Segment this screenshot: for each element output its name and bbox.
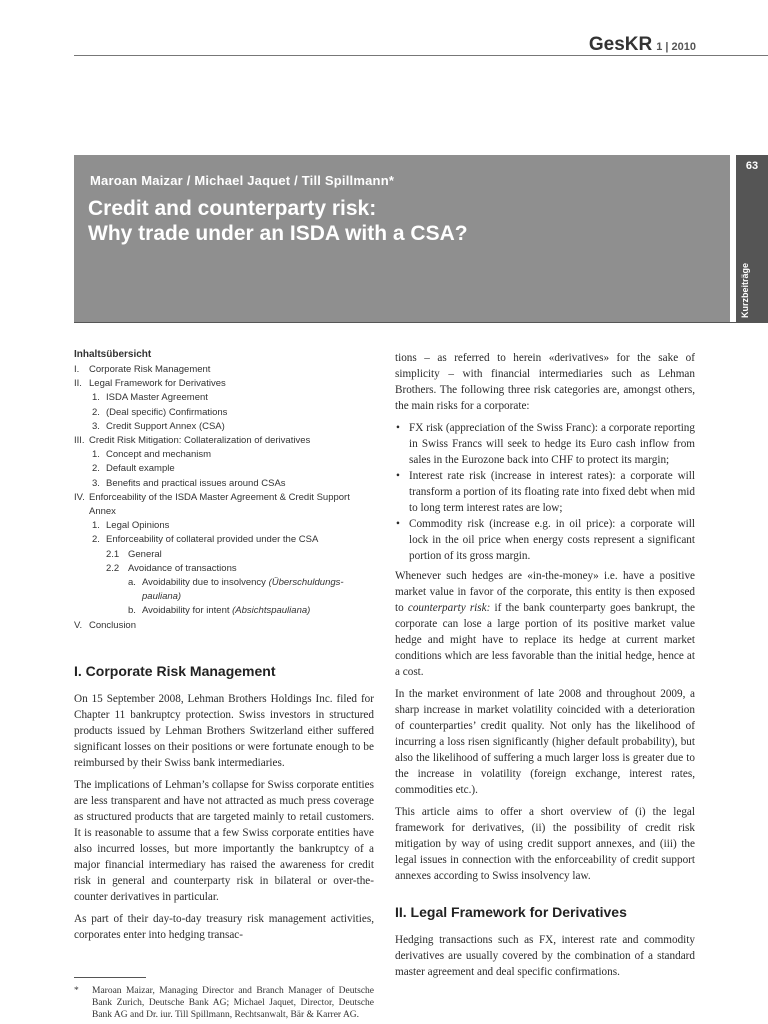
left-column-body <box>74 691 374 949</box>
toc-text: Default example <box>106 463 175 475</box>
toc-text-italic: (Absichtspauliana) <box>232 605 311 617</box>
toc-item <box>74 434 364 448</box>
header-rule <box>74 55 768 56</box>
list-item: • FX risk (appreciation of the Swiss Franc): a corporate reporting in Swiss Francs will seek to hedge its Euro cash inflow from sales in the Eurozone back into CHF to protect its margin; <box>395 420 695 468</box>
toc-num: 2. <box>92 463 100 475</box>
toc-item <box>74 406 364 420</box>
paragraph: tions – as referred to herein «derivatives» for the sake of simplicity – with financial intermediaries such as Lehman Brothers. The following three risk categories are, amongst others, the main risks for a corporate: <box>395 352 695 412</box>
paragraph: In the market environment of late 2008 and throughout 2009, a sharp increase in market volatility coincided with a deterioration of counterparties’ credit quality. Not only has the likelihood of incurring a loss risen significantly (higher default probability), but also the likelihood of suffering a much larger loss is greater due to the increase in volatility (foreign exchange, interest rates, commodities etc.). <box>395 688 695 796</box>
toc-item <box>74 519 364 533</box>
toc-item <box>74 604 364 618</box>
toc-text: Corporate Risk Management <box>89 364 211 375</box>
journal-issue: 1 | 2010 <box>656 41 696 53</box>
toc-text: Enforceability of the ISDA Master Agreement & Credit Support Annex <box>89 491 350 518</box>
list-item: • Interest rate risk (increase in interest rates): a corporate will transform a portion of its floating rate into fixed debt when mid to long term interest rates are low; <box>395 468 695 516</box>
toc-item <box>74 619 364 633</box>
toc-num: V. <box>74 619 83 631</box>
right-column-body <box>395 350 695 986</box>
toc-num: a. <box>128 577 136 589</box>
toc-num: 1. <box>92 449 100 461</box>
toc-item <box>74 533 364 547</box>
toc-num: 1. <box>92 520 100 532</box>
toc-item <box>74 462 364 476</box>
journal-name: GesKR <box>588 34 653 55</box>
footnote <box>74 985 374 1021</box>
toc-item <box>74 548 364 562</box>
toc-text: Legal Opinions <box>106 520 170 532</box>
page-number: 63 <box>745 160 759 172</box>
toc-item <box>74 363 364 377</box>
paragraph-text: Whenever such hedges are «in-the-money» i.e. have a positive market value in favor of the corporate, this entity is then exposed to <box>395 570 695 614</box>
paragraph: The implications of Lehman’s collapse for Swiss corporate entities are less transparent and have not attracted as much press coverage as structured products that are targeted mainly to retail customers. It is reasonable to assume that a few Swiss corporate entities have also incurred losses, but more importantly the bankruptcy of a major financial intermediary has raised the awareness for credit risk in general and counterparty risk in bilateral or over-the-counter derivatives in particular. <box>74 779 374 903</box>
toc-text: Concept and mechanism <box>106 449 212 461</box>
toc-num: II. <box>74 378 82 390</box>
toc-text: Credit Risk Mitigation: Collateralization of derivatives <box>89 435 311 447</box>
table-of-contents <box>74 349 364 633</box>
section-heading-2: II. Legal Framework for Derivatives <box>395 904 627 920</box>
paragraph: As part of their day-to-day treasury risk management activities, corporates enter into hedging transac- <box>74 913 374 941</box>
toc-item <box>74 391 364 405</box>
article-title-line-1: Credit and counterparty risk: <box>88 197 377 220</box>
toc-item <box>74 576 364 604</box>
section-tab <box>740 200 764 318</box>
toc-text: Avoidance of transactions <box>128 562 237 574</box>
toc-text-main: Avoidability due to insolvency <box>142 577 266 589</box>
toc-text: General <box>128 548 162 560</box>
toc-num: 3. <box>92 477 100 489</box>
toc-item <box>74 420 364 434</box>
paragraph <box>395 568 695 680</box>
toc-text-main: Avoidability for intent <box>142 605 230 617</box>
paragraph: On 15 September 2008, Lehman Brothers Holdings Inc. filed for Chapter 11 bankruptcy protection. Swiss investors in structured products issued by Lehman Brothers Switzerland either suffered significant losses on their positions or were fortunate enough to be reimbursed by their Swiss bank intermediaries. <box>74 693 374 769</box>
footnote-text: Maroan Maizar, Managing Director and Branch Manager of Deutsche Bank Zurich, Deutsche Bank AG; Michael Jaquet, Director, Deutsche Bank AG and Dr. iur. Till Spillmann, Rechtsanwalt, Bär & Karrer AG. <box>92 986 374 1020</box>
toc-item <box>74 448 364 462</box>
section-tab-label: Kurzbeiträge <box>740 262 750 318</box>
toc-num: IV. <box>74 491 85 503</box>
banner-rule <box>74 322 768 323</box>
article-title-line-2: Why trade under an ISDA with a CSA? <box>88 222 468 245</box>
toc-num: III. <box>74 435 85 447</box>
emphasis-text: counterparty risk: <box>407 602 491 614</box>
toc-text <box>74 604 364 618</box>
section-heading-1: I. Corporate Risk Management <box>74 663 276 679</box>
list-item: • Commodity risk (increase e.g. in oil price): a corporate will lock in the oil price when energy costs represent a significant portion of its gross margin. <box>395 516 695 564</box>
journal-header <box>589 34 696 56</box>
toc-num: I. <box>74 364 80 375</box>
toc-text-italic: (Überschuldungs-pauliana) <box>142 577 344 603</box>
toc-num: 1. <box>92 392 100 404</box>
risk-list <box>395 420 695 564</box>
toc-num: 2.2 <box>106 562 120 574</box>
footnote-rule <box>74 977 146 978</box>
toc-num: 2. <box>92 406 100 418</box>
toc-item <box>74 491 364 519</box>
toc-text: Conclusion <box>89 619 136 631</box>
toc-num: 2. <box>92 534 100 546</box>
toc-num: b. <box>128 605 136 617</box>
toc-text: Legal Framework for Derivatives <box>89 378 226 390</box>
toc-text: Benefits and practical issues around CSAs <box>106 477 286 489</box>
authors: Maroan Maizar / Michael Jaquet / Till Spillmann* <box>90 173 395 188</box>
paragraph-text: if the bank counterparty goes bankrupt, the corporate can lose a large portion of its positive market value hedge and might have to replace its hedge at current market conditions which are less favorable than the initial hedge, hence at a cost. <box>395 602 696 678</box>
toc-num: 2.1 <box>106 548 120 560</box>
toc-text: Credit Support Annex (CSA) <box>106 420 225 432</box>
toc-text: Enforceability of collateral provided under the CSA <box>106 534 319 546</box>
toc-heading: Inhaltsübersicht <box>74 349 152 360</box>
toc-text <box>74 576 364 604</box>
footnote-mark: * <box>74 986 79 996</box>
toc-item <box>74 562 364 576</box>
toc-num: 3. <box>92 420 100 432</box>
paragraph: Hedging transactions such as FX, interest rate and commodity derivatives are usually covered by the combination of a standard master agreement and deal specific confirmations. <box>395 934 695 978</box>
paragraph: This article aims to offer a short overview of (i) the legal framework for derivatives, (ii) the possibility of credit risk mitigation by way of using credit support annexes, and (iii) the legal issues in connection with the enforceability of credit support annexes according to Swiss insolvency law. <box>395 806 695 882</box>
toc-item <box>74 377 364 391</box>
toc-item <box>74 477 364 491</box>
toc-text: ISDA Master Agreement <box>106 392 208 404</box>
toc-text: (Deal specific) Confirmations <box>106 406 228 418</box>
